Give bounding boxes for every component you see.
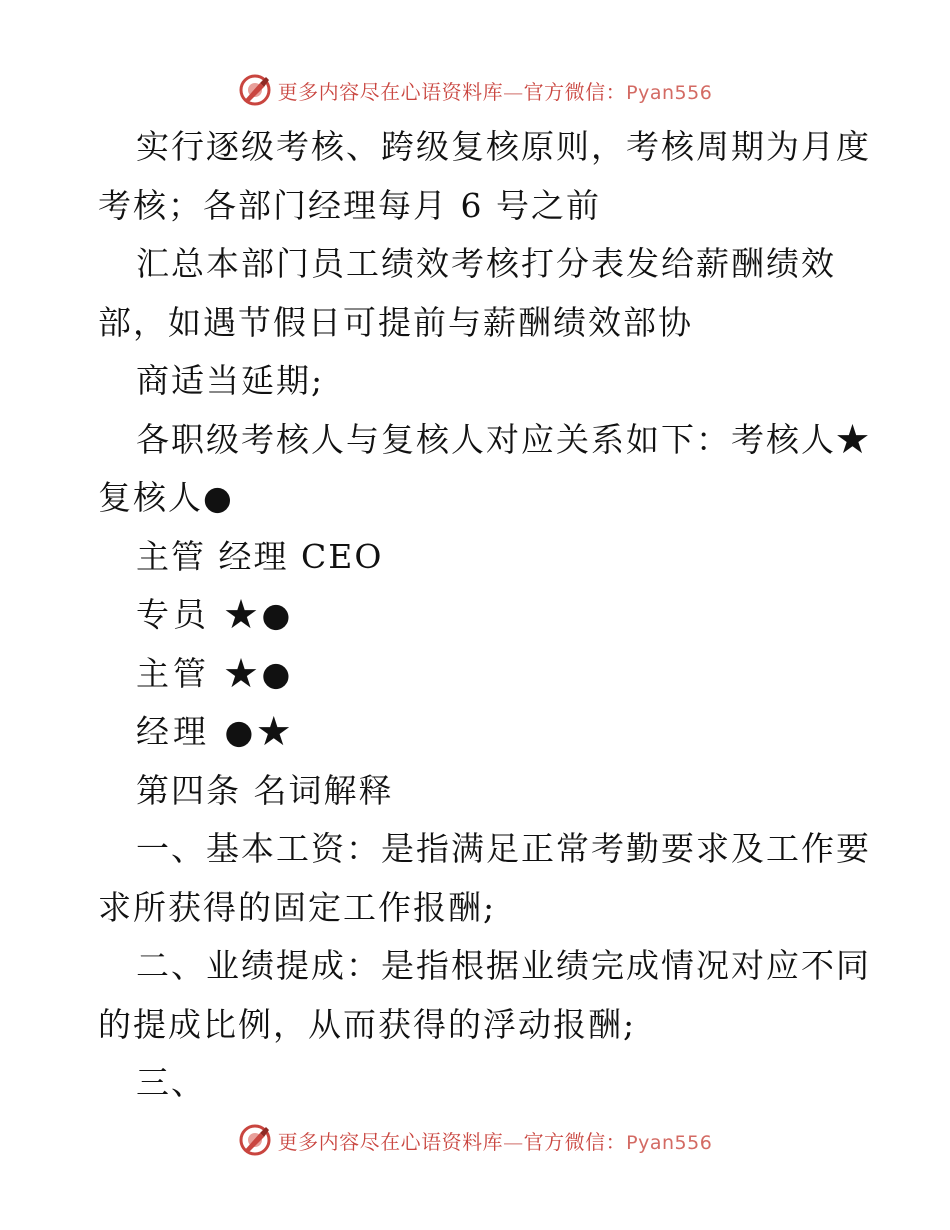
paragraph-line: 考核；各部门经理每月 6 号之前 (98, 185, 601, 225)
footer-banner (0, 1120, 950, 1160)
table-row-manager: 经理 ●★ (136, 712, 295, 751)
brand-logo-icon (238, 73, 272, 107)
table-header-line: 主管 经理 CEO (136, 536, 384, 576)
brand-logo-icon (238, 1123, 272, 1157)
paragraph-line: 汇总本部门员工绩效考核打分表发给薪酬绩效 (136, 244, 836, 283)
paragraph-line: 一、基本工资：是指满足正常考勤要求及工作要 (136, 829, 871, 868)
document-body (98, 118, 871, 1113)
table-row-supervisor: 主管 ★● (136, 653, 295, 693)
paragraph-line: 三、 (136, 1063, 206, 1102)
banner-text: 更多内容尽在心语资料库—官方微信：Pyan556 (277, 1129, 713, 1154)
paragraph-line: 求所获得的固定工作报酬; (98, 887, 497, 927)
paragraph-line: 二、业绩提成：是指根据业绩完成情况对应不同 (136, 946, 871, 985)
paragraph-line: 复核人● (98, 478, 234, 517)
section-heading: 第四条 名词解释 (136, 770, 394, 810)
paragraph-line: 的提成比例，从而获得的浮动报酬; (98, 1004, 637, 1044)
paragraph-line: 各职级考核人与复核人对应关系如下：考核人★ (136, 419, 871, 459)
table-row-specialist: 专员 ★● (136, 595, 295, 634)
paragraph-line: 部，如遇节假日可提前与薪酬绩效部协 (98, 302, 693, 342)
banner-text: 更多内容尽在心语资料库—官方微信：Pyan556 (277, 79, 713, 104)
paragraph-line: 商适当延期; (136, 361, 325, 400)
header-banner (0, 70, 950, 110)
paragraph-line: 实行逐级考核、跨级复核原则，考核周期为月度 (136, 127, 871, 166)
